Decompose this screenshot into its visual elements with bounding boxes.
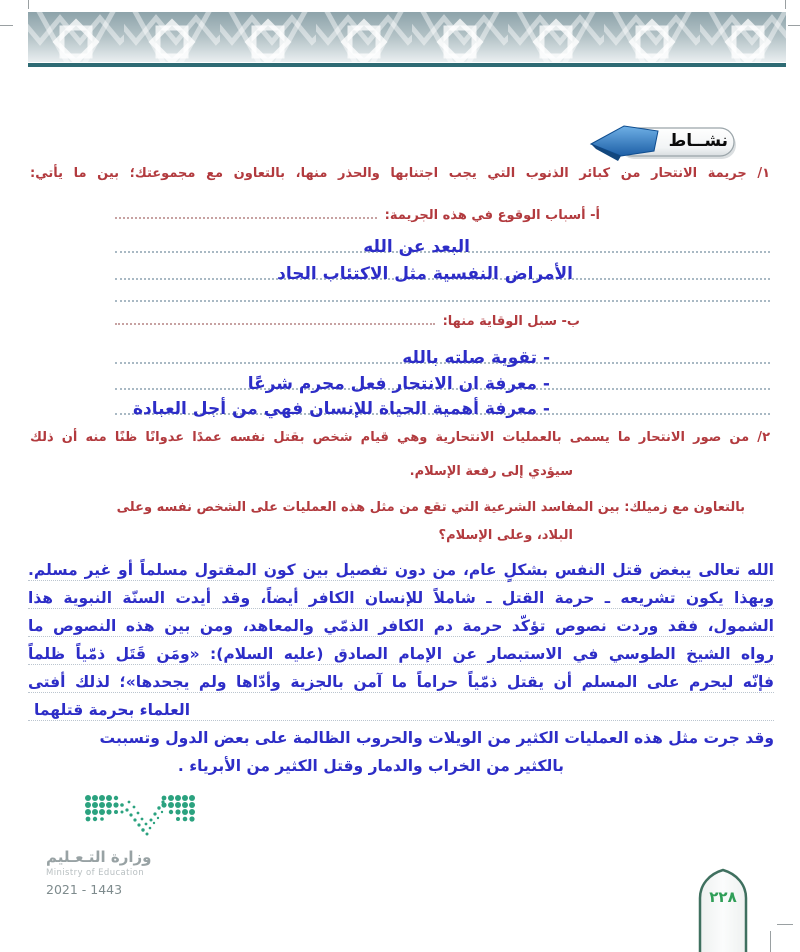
handwritten-answer: البعد عن الله [363,237,470,257]
answer-line [30,229,770,256]
ministry-name-arabic: وزارة التـعـليم [46,848,152,866]
answer-paragraph-line: رواه الشيخ الطوسي في الاستبصار عن الإمام الصادق (عليه السلام): «ومَن قَتَل ذمّياً ظلماً [28,640,774,668]
handwritten-answer: - تقوية صلته بالله [402,348,550,368]
handwritten-answer: - معرفة ان الانتحار فعل محرم شرعًا [247,374,550,394]
answer-line [30,366,770,393]
answer-dotted-line [115,216,377,219]
crop-mark [28,0,29,9]
ministry-logo-dots-icon [80,792,200,842]
crop-mark [788,25,800,26]
answer-line [30,391,770,418]
crop-mark [785,0,786,9]
arch-outline-icon [696,866,750,952]
answer-line [30,340,770,367]
part-b-label: ب- سبل الوقاية منها: [442,314,580,329]
edition-years: 2021 - 1443 [46,882,123,897]
question-2-text-line2: سيؤدي إلى رفعة الإسلام. [409,464,573,479]
answer-dotted-line [115,322,435,325]
page-number: ٢٢٨ [709,888,737,906]
answer-paragraph-line: فإنّه ليحرم على المسلم أن يقتل ذمّياً حراماً ما آمن بالجزية وأدّاها ولم يجحدها»؛ لذلك أفتى [28,668,774,696]
answer-paragraph-line: العلماء بحرمة قتلهما [28,696,774,724]
ministry-logo-block [46,792,236,897]
activity-banner-label: نشــاط [668,131,728,151]
crop-mark [770,931,771,952]
answer-paragraph-line: وبهذا يكون تشريعه ـ حرمة القتل ـ شاملاً للإنسان الكافر أيضاً، وقد أيدت السنّة النبوية هذا [28,584,774,612]
question-2-task-line1: بالتعاون مع زميلك: بين المفاسد الشرعية التي تقع من مثل هذه العمليات على الشخص نفسه وعلى [116,500,745,515]
page-number-arch [696,866,750,952]
question-1-part-a [30,208,770,223]
handwritten-answer: - معرفة أهمية الحياة للإنسان فهي من أجل العبادة [132,399,550,419]
answer-paragraph-line: الله تعالى يبغض قتل النفس بشكلٍ عام، من دون تفصيل بين كون المقتول مسلماً أو غير مسلم. [28,556,774,584]
question-1-part-b [30,314,770,329]
answer-paragraph-line: وقد جرت مثل هذه العمليات الكثير من الويلات والحروب الظالمة على بعض الدول وتسببت [99,729,774,747]
islamic-pattern-header-band [28,12,786,62]
part-a-label: أ- أسباب الوقوع في هذه الجريمة: [384,208,600,223]
crop-mark [0,25,13,26]
header-divider-rule [28,63,786,67]
crop-mark [777,924,793,925]
activity-banner [588,123,740,165]
answer-paragraph-line: بالكثير من الخراب والدمار وقتل الكثير من الأبرياء . [177,757,564,775]
handwritten-answer-paragraph [28,556,774,780]
question-1-text: ١/ جريمة الانتحار من كبائر الذنوب التي يجب اجتنابها والحذر منها، بالتعاون مع مجموعتك؛ بين ما يأتي: [30,166,770,181]
handwritten-answer: الأمراض النفسية مثل الاكتئاب الحاد [277,264,573,284]
ministry-name-english: Ministry of Education [46,868,145,878]
question-2-text-line1: ٢/ من صور الانتحار ما يسمى بالعمليات الانتحارية وهي قيام شخص بقتل نفسه عمدًا عدوانًا ظنًا منه أن ذلك [30,430,770,445]
question-2-task-line2: البلاد، وعلى الإسلام؟ [438,528,573,543]
answer-paragraph-line: الشمول، فقد وردت نصوص تؤكّد حرمة دم الكافر الذمّي والمعاهد، ومن بين هذه النصوص ما [28,612,774,640]
